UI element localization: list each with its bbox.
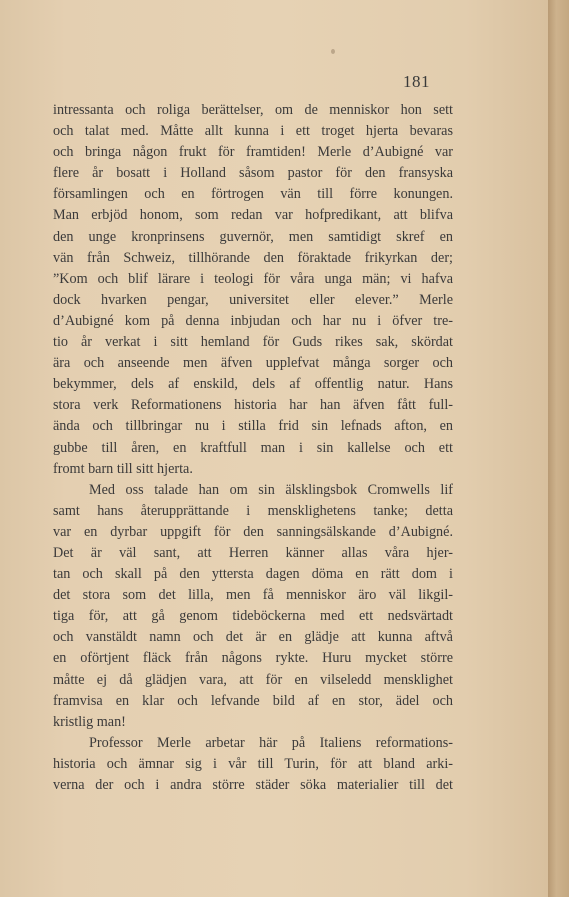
text-line: Professor Merle arbetar här på Italiens reformations-	[89, 734, 453, 751]
text-line: historia och ämnar sig i vår till Turin, för att bland arki-	[53, 755, 453, 772]
text-line: flere år bosatt i Holland såsom pastor för den fransyska	[53, 165, 453, 182]
text-line: Man erbjöd honom, som redan var hofpredikant, att blifva	[53, 207, 453, 224]
body-text	[53, 100, 453, 796]
text-line: var en dyrbar uppgift för den sanningsälskande d’Aubigné.	[53, 523, 453, 540]
text-line: ära och anseende men äfven upplefvat många sorger och	[53, 355, 453, 372]
paper-stain	[331, 49, 335, 54]
text-line: stora verk Reformationens historia har han äfven fått full-	[53, 397, 453, 414]
text-line: verna der och i andra större städer söka materialier till det	[53, 777, 453, 793]
text-line: samt hans återupprättande i mensklighetens tanke; detta	[53, 502, 453, 519]
page-number: 181	[403, 72, 430, 91]
text-line: ”Kom och blif lärare i teologi för våra unga män; vi hafva	[53, 270, 453, 287]
text-line: dock hvarken pengar, universitet eller elever.” Merle	[53, 291, 453, 308]
text-line: gubbe till åren, en kraftfull man i sin kallelse och ett	[53, 439, 453, 456]
text-line: tan och skall på den yttersta dagen döma en rätt dom i	[53, 566, 453, 583]
text-line: den unge kronprinsens guvernör, men samtidigt skref en	[53, 228, 453, 245]
text-line: församlingen och en förtrogen vän till förre konungen.	[53, 186, 453, 203]
text-line: kristlig man!	[53, 713, 126, 730]
text-line: det stora som det lilla, men få menniskor äro väl likgil-	[53, 587, 453, 604]
text-line: en oförtjent fläck från någons rykte. Huru mycket större	[53, 650, 453, 667]
text-line: d’Aubigné kom på denna inbjudan och har nu i öfver tre-	[53, 312, 453, 329]
text-line: tiga för, att gå genom tideböckerna med ett nedsvärtadt	[53, 608, 453, 625]
text-line: Det är väl sant, att Herren känner allas våra hjer-	[53, 544, 453, 561]
text-line: vän från Schweiz, tillhörande den föraktade frikyrkan der;	[53, 249, 453, 266]
text-line: måtte ej då glädjen vara, att för en vilseledd mensklighet	[53, 671, 453, 688]
text-line: tio år verkat i sitt hemland för Guds rikes sak, skördat	[53, 334, 453, 351]
text-line: bekymmer, dels af enskild, dels af offentlig natur. Hans	[53, 376, 453, 393]
text-line: Med oss talade han om sin älsklingsbok Cromwells lif	[89, 481, 453, 498]
text-line: ända och tillbringar nu i stilla frid sin lefnads afton, en	[53, 418, 453, 435]
text-line: intressanta och roliga berättelser, om de menniskor hon sett	[53, 102, 453, 118]
text-line: och vanstäldt namn och det är en glädje att kunna aftvå	[53, 629, 453, 646]
page-edge	[548, 0, 569, 897]
text-line: framvisa en klar och lefvande bild af en stor, ädel och	[53, 692, 453, 709]
text-line: och bringa någon frukt för framtiden! Merle d’Aubigné var	[53, 144, 453, 161]
text-line: och talat med. Måtte allt kunna i ett troget hjerta bevaras	[53, 123, 453, 140]
text-line: fromt barn till sitt hjerta.	[53, 460, 193, 477]
